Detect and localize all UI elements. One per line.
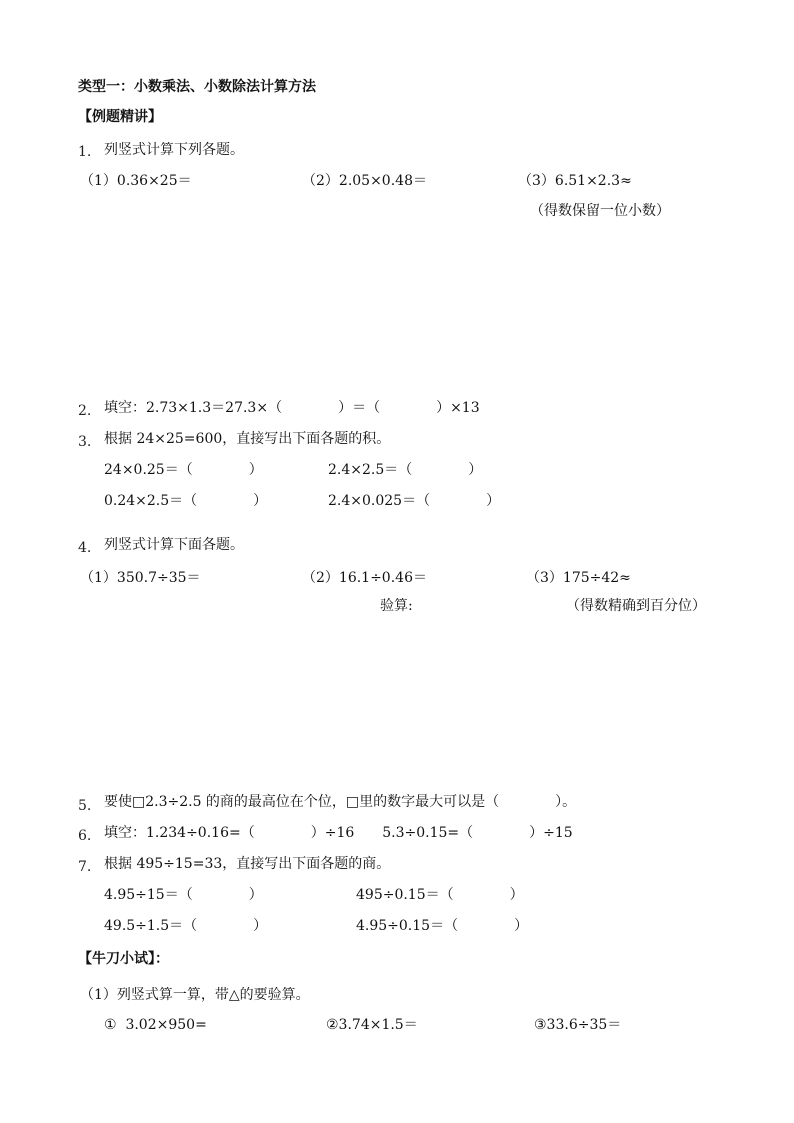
practice-header: 【牛刀小试】： (78, 951, 169, 967)
q4-item-b: （2）16.1÷0.46＝ (302, 570, 427, 586)
q5-number: 5. (78, 798, 92, 814)
q3-item-c: 0.24×2.5＝（ ） (104, 493, 268, 509)
q4-check-label: 验算: (380, 598, 413, 614)
q2-text: 填空：2.73×1.3＝27.3×（ ）＝（ ）×13 (104, 400, 480, 416)
q1-item-a: （1）0.36×25＝ (80, 173, 192, 189)
q1-text: 列竖式计算下列各题。 (104, 142, 244, 158)
q6-number: 6. (78, 828, 92, 844)
practice-item-a: ① 3.02×950= (104, 1017, 207, 1033)
q3-item-b: 2.4×2.5＝（ ） (328, 462, 483, 478)
q1-number: 1. (78, 144, 92, 160)
example-header: 【例题精讲】 (78, 109, 162, 125)
q4-number: 4. (78, 540, 92, 556)
q4-item-a: （1）350.7÷35＝ (80, 570, 201, 586)
q7-item-b: 495÷0.15＝（ ） (356, 887, 524, 903)
q7-item-a: 4.95÷15＝（ ） (104, 887, 263, 903)
practice-item-c: ③33.6÷35＝ (534, 1017, 622, 1033)
q4-item-c: （3）175÷42≈ (526, 570, 631, 586)
q7-item-c: 49.5÷1.5＝（ ） (104, 918, 268, 934)
q7-number: 7. (78, 859, 92, 875)
q3-item-a: 24×0.25＝（ ） (104, 462, 263, 478)
q3-item-d: 2.4×0.025＝（ ） (328, 493, 501, 509)
section-title: 类型一：小数乘法、小数除法计算方法 (78, 79, 316, 95)
q7-item-d: 4.95÷0.15＝（ ） (356, 918, 529, 934)
q1-item-c: （3）6.51×2.3≈ (518, 173, 632, 189)
q7-text: 根据 495÷15=33，直接写出下面各题的商。 (104, 856, 391, 872)
q1-item-b: （2）2.05×0.48＝ (302, 173, 427, 189)
q6-text: 填空：1.234÷0.16=（ ）÷16 5.3÷0.15=（ ）÷15 (104, 825, 573, 841)
q4-text: 列竖式计算下面各题。 (104, 537, 244, 553)
q2-number: 2. (78, 403, 92, 419)
q5-text: 要使□2.3÷2.5 的商的最高位在个位，□里的数字最大可以是（ ）。 (104, 794, 577, 810)
practice-intro: （1）列竖式算一算，带△的要验算。 (80, 987, 310, 1003)
q3-number: 3. (78, 434, 92, 450)
q1-note: （得数保留一位小数） (530, 203, 670, 219)
q3-text: 根据 24×25=600，直接写出下面各题的积。 (104, 431, 391, 447)
practice-item-b: ②3.74×1.5＝ (326, 1017, 418, 1033)
q4-note: （得数精确到百分位） (566, 598, 706, 614)
